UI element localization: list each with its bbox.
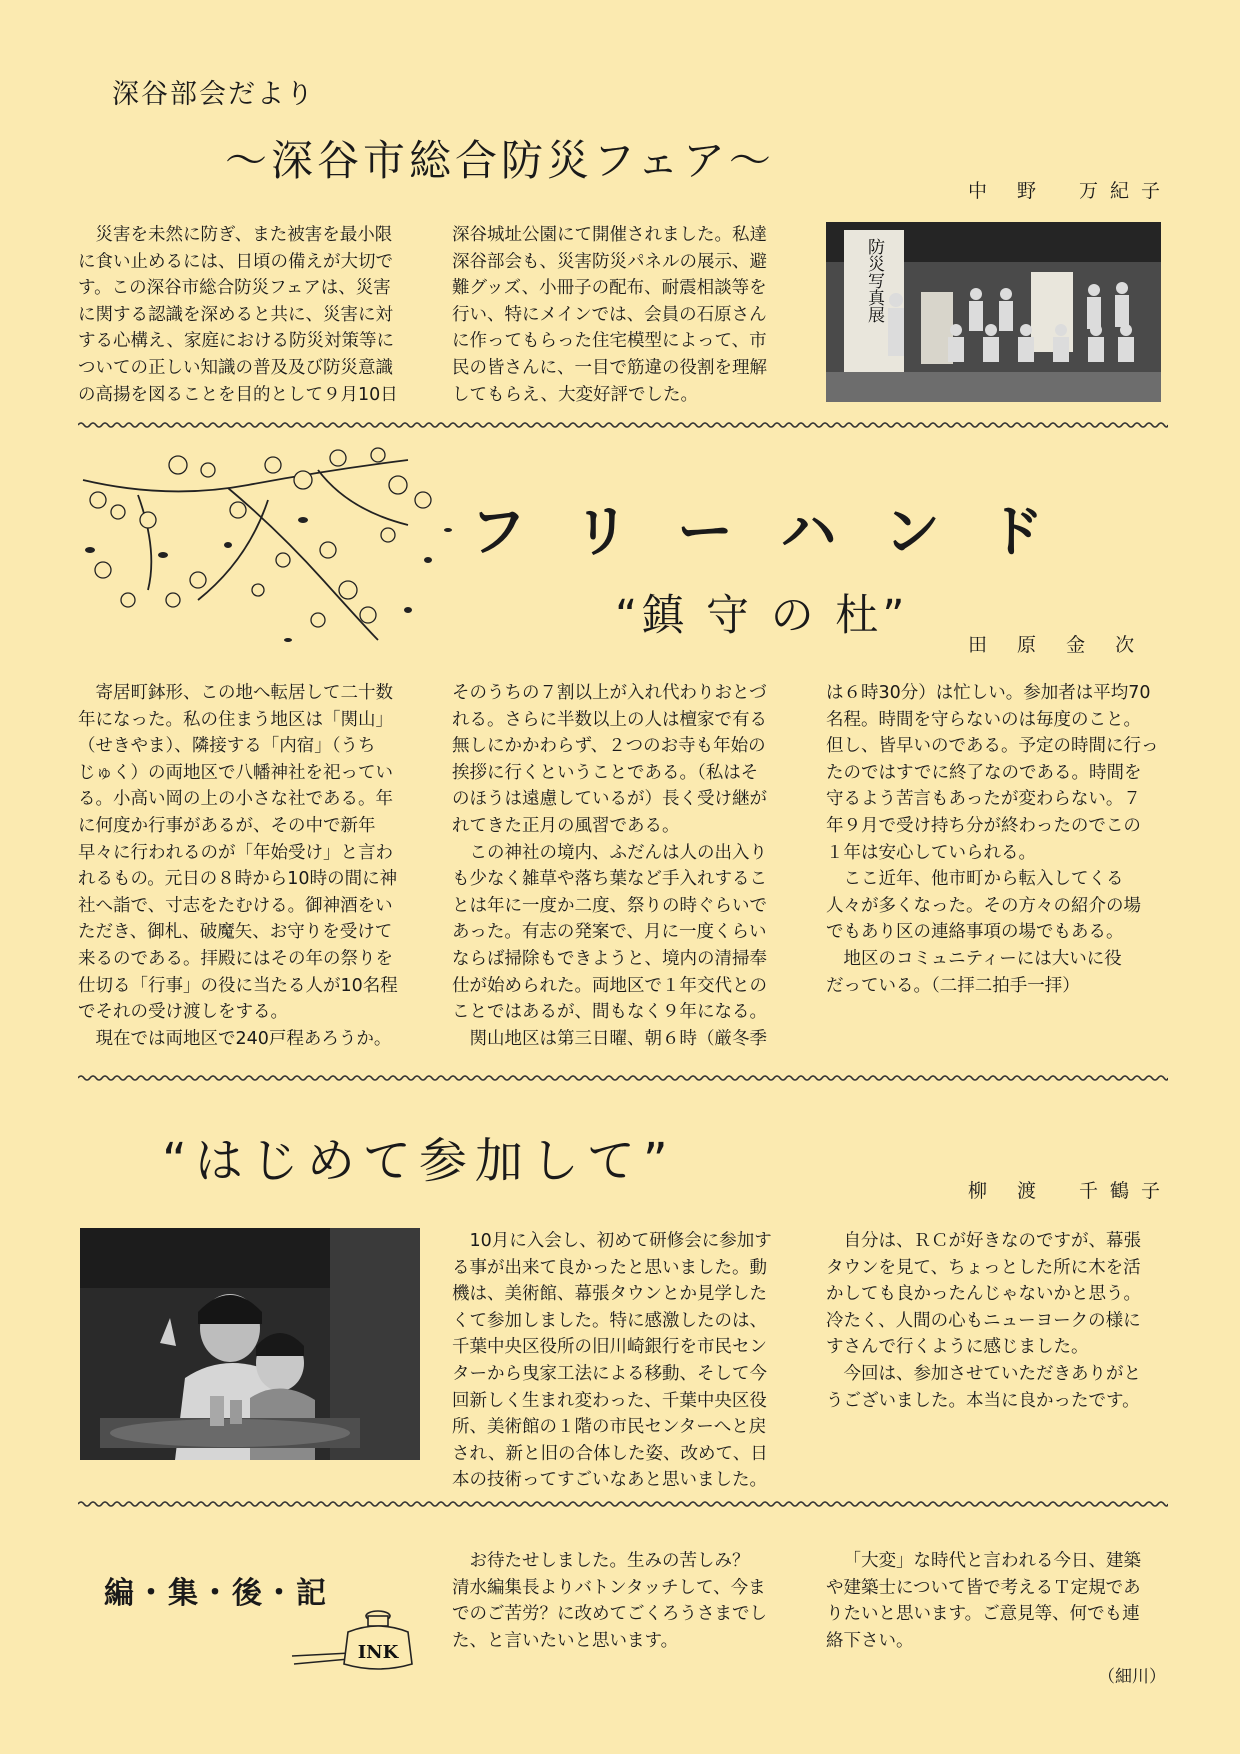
editors-note-col-2: 「大変」な時代と言われる今日、建築 や建築士について皆で考えるＴ定規であ りたいと思います。ご意見等、何でも連 絡下さい。	[826, 1551, 1141, 1651]
editors-note-title: 編・集・後・記	[104, 1576, 328, 1611]
section3-col-2: 自分は、ＲＣが好きなのですが、幕張 タウンを見て、ちょっとした所に木を活 かしても良かったんじゃないかと思う。 冷たく、人間の心もニューヨークの様に すさんで行くように感じました。 今回は、参加させていただきありがと うございました。本当に良かったです。	[826, 1231, 1141, 1411]
ink-bottle-icon	[290, 1602, 420, 1676]
section2-title: フ リ ー ハ ン ド	[470, 500, 1058, 565]
disaster-fair-photo	[826, 222, 1161, 402]
editor-signature: （細川）	[1098, 1667, 1166, 1687]
cherry-blossom-illustration	[78, 440, 468, 655]
exhibition-sign: 防災写真展	[864, 238, 884, 323]
section1-col-2: 深谷城址公園にて開催されました。私達 深谷部会も、災害防災パネルの展示、避 難グッズ、小冊子の配布、耐震相談等を 行い、特にメインでは、会員の石原さん に作ってもらった住宅模型によって、市 民の皆さんに、一目で筋違の役割を理解 してもらえ、大変好評でした。	[452, 225, 767, 405]
section-kicker: 深谷部会だより	[112, 79, 315, 110]
wavy-divider	[78, 421, 1168, 429]
ink-label: INK	[357, 1642, 399, 1663]
section3-title: “はじめて参加して”	[162, 1133, 676, 1189]
wavy-divider	[78, 1074, 1168, 1082]
section2-col-2: そのうちの７割以上が入れ代わりおとづ れる。さらに半数以上の人は檀家で有る 無しにかかわらず、２つのお寺も年始の 挨拶に行くということである。（私はそ のほうは遠慮しているが）長く受け継が れてきた正月の風習である。 この神社の境内、ふだんは人の出入り も少なく雑草や落ち葉など手入れするこ とは年に一度か二度、祭りの時ぐらいで あった。有志の発案で、月に一度くらい ならば掃除もできようと、境内の清掃奉 仕が始められた。両地区で１年交代との ことではあるが、間もなく９年になる。 関山地区は第三日曜、朝６時（厳冬季	[452, 683, 767, 1049]
section1-title: ～深谷市総合防災フェア～	[225, 136, 775, 185]
section3-col-1: 10月に入会し、初めて研修会に参加す る事が出来て良かったと思いました。動 機は、美術館、幕張タウンとか見学した くて参加しました。特に感激したのは、 千葉中央区役所の旧川崎銀行を市民セン ターから曳家工法による移動、そして今 回新しく生まれ変わった、千葉中央区役 所、美術館の１階の市民センターへと戻 され、新と旧の合体した姿、改めて、日 本の技術ってすごいなあと思いました。	[452, 1231, 772, 1491]
section2-col-3: は６時30分）は忙しい。参加者は平均70 名程。時間を守らないのは毎度のこと。 但し、皆早いのである。予定の時間に行っ たのではすでに終了なのである。時間を 守るよう苦言もあったが変わらない。７ 年９月で受け持ち分が終わったのでこの １年は安心していられる。 ここ近年、他市町から転入してくる 人々が多くなった。その方々の紹介の場 でもあり区の連絡事項の場でもある。 地区のコミュニティーには大いに役 だっている。（二拝二拍手一拝）	[826, 683, 1159, 996]
section2-col-1: 寄居町鉢形、この地へ転居して二十数 年になった。私の住まう地区は「関山」 （せきやま）、隣接する「内宿」（うち じゅく）の両地区で八幡神社を祀ってい る。小高い岡の上の小さな社である。年 に何度か行事があるが、その中で新年 早々に行われるのが「年始受け」と言わ れるもの。元日の８時から10時の間に神 社へ詣で、寸志をたむける。御神酒をい ただき、御札、破魔矢、お守りを受けて 来るのである。拝殿にはその年の祭りを 仕切る「行事」の役に当たる人が10名程 でそれの受け渡しをする。 現在では両地区で240戸程あろうか。	[78, 683, 398, 1049]
wavy-divider	[78, 1500, 1168, 1508]
editors-note-col-1: お待たせしました。生みの苦しみ？ 清水編集長よりバトンタッチして、今ま でのご苦労？に改めてごくろうさまでし た、と言いたいと思います。	[452, 1551, 767, 1651]
section1-author: 中 野 万紀子	[968, 180, 1173, 202]
section3-author: 柳 渡 千鶴子	[968, 1180, 1173, 1202]
mother-child-photo	[80, 1228, 420, 1460]
section1-col-1: 災害を未然に防ぎ、また被害を最小限 に食い止めるには、日頃の備えが大切で す。この深谷市総合防災フェアは、災害 に関する認識を深めると共に、災害に対 する心構え、家庭における防災対策等に ついての正しい知識の普及及び防災意識 の高揚を図ることを目的として９月10日	[78, 225, 398, 405]
section2-subtitle: “鎮 守 の 杜”	[615, 591, 909, 641]
section2-author: 田 原 金 次	[968, 634, 1147, 656]
